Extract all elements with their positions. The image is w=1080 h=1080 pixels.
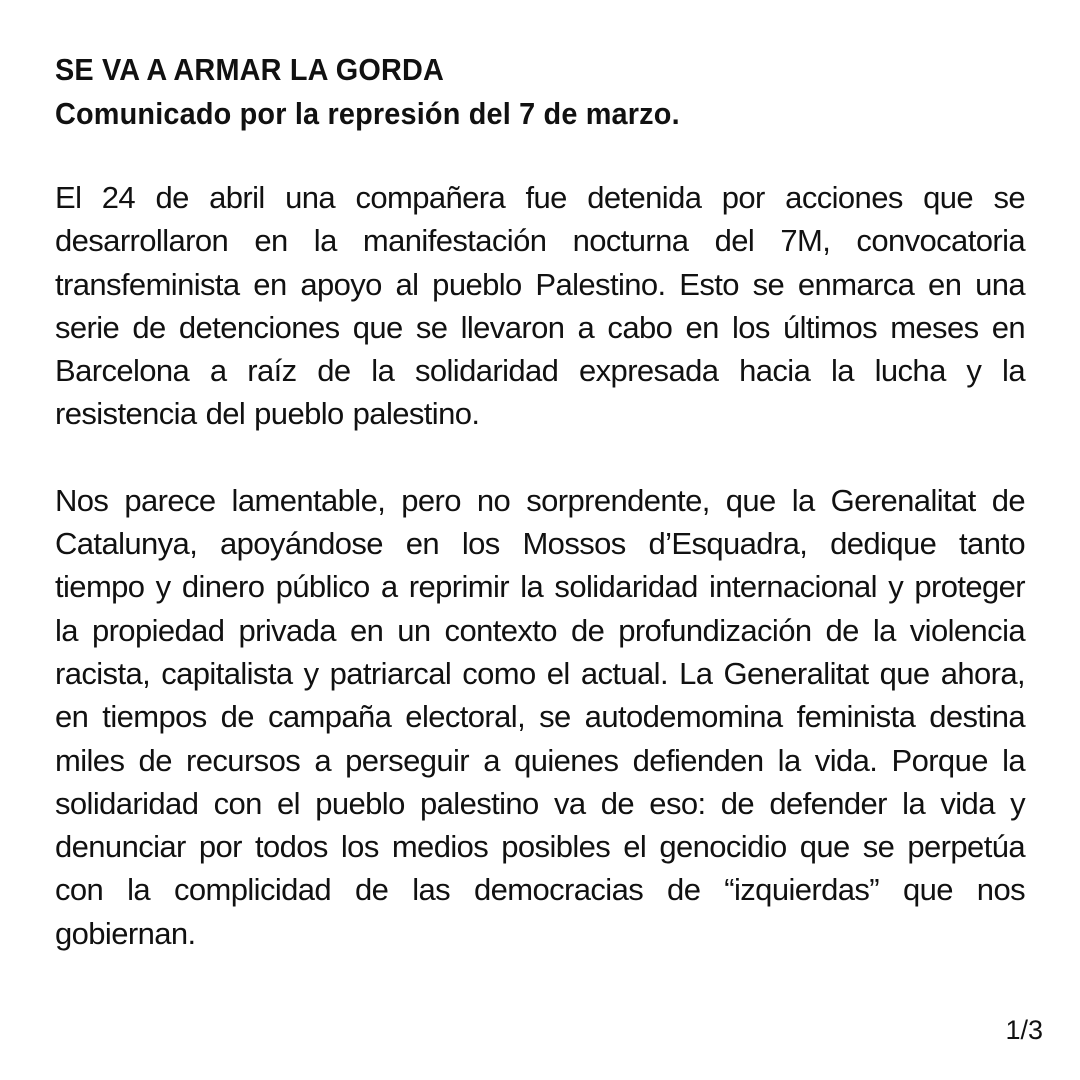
paragraph-1: El 24 de abril una compañera fue detenida por acciones que se desarrollaron en la manifestación nocturna del 7M, convocatoria transfeminista en apoyo al pueblo Palestino. Esto se enmarca en una serie de detenciones que se llevaron a cabo en los últimos meses en Barcelona a raíz de la solidaridad expresada hacia la lucha y la resistencia del pueblo palestino. [55,180,1025,432]
title-line-1: SE VA A ARMAR LA GORDA [55,52,445,87]
document-page [55,48,1025,998]
document-title [55,48,957,136]
page-number: 1/3 [1005,1015,1043,1045]
document-body [55,176,1025,955]
title-line-2: Comunicado por la represión del 7 de marzo. [55,96,680,131]
paragraph-2: Nos parece lamentable, pero no sorprendente, que la Gerenalitat de Catalunya, apoyándose en los Mossos d’Esquadra, dedique tanto tiempo y dinero público a reprimir la solidaridad internacional y proteger la propiedad privada en un contexto de profundización de la violencia racista, capitalista y patriarcal como el actual. La Generalitat que ahora, en tiempos de campaña electoral, se autodemomina feminista destina miles de recursos a perseguir a quienes defienden la vida. Porque la solidaridad con el pueblo palestino va de eso: de defender la vida y denunciar por todos los medios posibles el genocidio que se perpetúa con la complicidad de las democracias de “izquierdas” que nos gobiernan. [55,482,1025,951]
